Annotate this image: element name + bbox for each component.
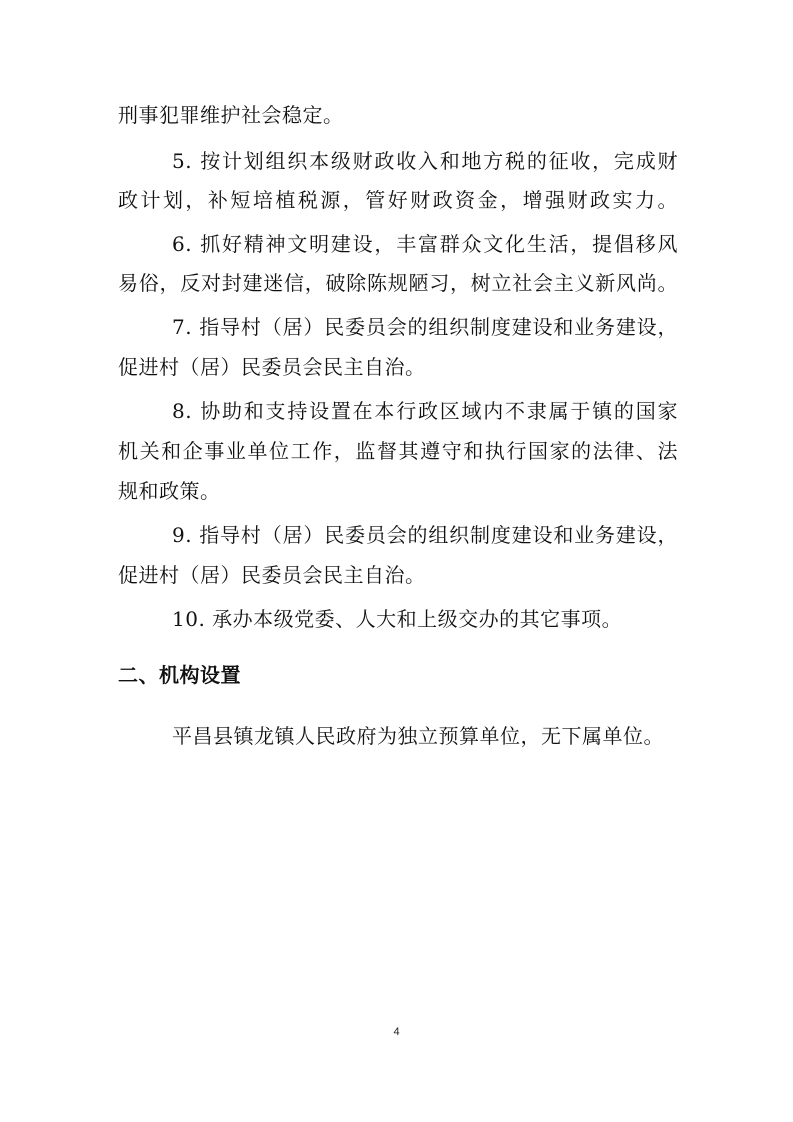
paragraph-line: 易俗，反对封建迷信，破除陈规陋习，树立社会主义新风尚。 xyxy=(118,271,678,295)
section-body: 平昌县镇龙镇人民政府为独立预算单位，无下属单位。 xyxy=(172,724,664,748)
paragraph-line: 规和政策。 xyxy=(118,479,221,503)
paragraph-line: 刑事犯罪维护社会稳定。 xyxy=(118,103,344,127)
paragraph-line: 促进村（居）民委员会民主自治。 xyxy=(118,355,426,379)
paragraph-line: 促进村（居）民委员会民主自治。 xyxy=(118,563,426,587)
paragraph-line: 8. 协助和支持设置在本行政区域内不隶属于镇的国家 xyxy=(172,399,678,423)
paragraph-line: 机关和企事业单位工作，监督其遵守和执行国家的法律、法 xyxy=(118,439,678,463)
paragraph-line: 10. 承办本级党委、人大和上级交办的其它事项。 xyxy=(172,607,623,631)
page-number: 4 xyxy=(393,1026,400,1038)
paragraph-line: 6. 抓好精神文明建设，丰富群众文化生活，提倡移风 xyxy=(172,232,678,256)
paragraph-line: 9. 指导村（居）民委员会的组织制度建设和业务建设， xyxy=(172,523,678,547)
paragraph-line: 5. 按计划组织本级财政收入和地方税的征收，完成财 xyxy=(172,149,678,173)
paragraph-line: 7. 指导村（居）民委员会的组织制度建设和业务建设， xyxy=(172,315,678,339)
section-heading: 二、机构设置 xyxy=(118,663,241,687)
paragraph-line: 政计划，补短培植税源，管好财政资金，增强财政实力。 xyxy=(118,188,678,212)
